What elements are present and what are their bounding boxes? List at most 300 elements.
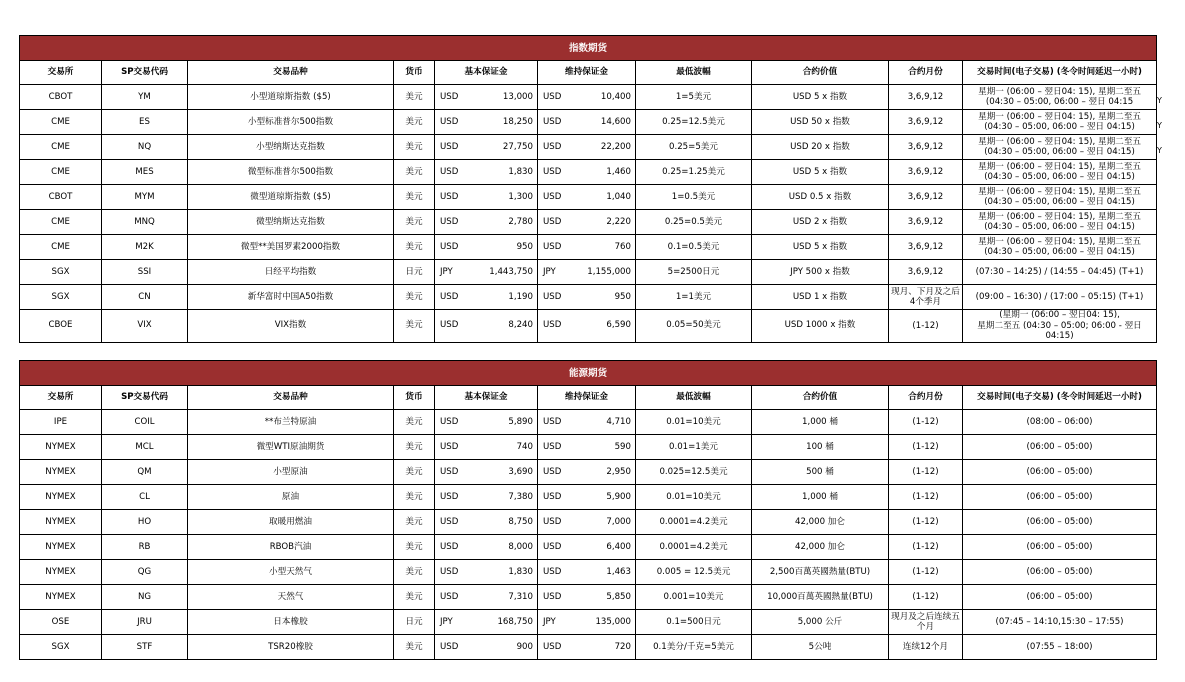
- trading-hours-line: 星期二至五 (04:30 – 05:00; 06:00 - 翌日04:15): [977, 320, 1142, 341]
- header-contract-value: 合约价值: [752, 386, 889, 410]
- cell-tick: 0.1=500日元: [636, 610, 752, 635]
- cell-tick: 0.25=1.25美元: [636, 160, 752, 185]
- cell-maintenance-margin-amount: 760: [580, 235, 636, 260]
- trading-hours-line: (04:30 – 05:00, 06:00 – 翌日 04:15): [984, 147, 1135, 157]
- trading-hours-line: (06:00 – 05:00): [1026, 541, 1093, 552]
- cell-base-margin-currency: USD: [435, 210, 477, 235]
- cell-maintenance-margin-currency: USD: [538, 410, 580, 435]
- cell-trading-hours: [963, 435, 1157, 460]
- cell-contract-months: (1-12): [889, 460, 963, 485]
- cell-trading-hours: [963, 410, 1157, 435]
- cell-tick: 0.001=10美元: [636, 585, 752, 610]
- cell-exchange: NYMEX: [20, 535, 102, 560]
- cell-trading-hours: [963, 185, 1157, 210]
- cell-base-margin-currency: JPY: [435, 260, 477, 285]
- table-row: [20, 485, 1157, 510]
- trading-hours-line: (07:30 – 14:25) / (14:55 – 04:45) (T+1): [975, 266, 1144, 277]
- cell-maintenance-margin-currency: USD: [538, 185, 580, 210]
- table-row: [20, 285, 1157, 310]
- cell-currency: 美元: [394, 235, 435, 260]
- cell-maintenance-margin-amount: 1,463: [580, 560, 636, 585]
- header-product: 交易品种: [188, 386, 394, 410]
- cell-base-margin-amount: 27,750: [477, 135, 538, 160]
- cell-trading-hours: [963, 485, 1157, 510]
- cell-sp-code: QG: [102, 560, 188, 585]
- cell-base-margin-currency: JPY: [435, 610, 477, 635]
- cell-trading-hours: [963, 285, 1157, 310]
- cell-contract-months: (1-12): [889, 535, 963, 560]
- cell-base-margin-amount: 1,443,750: [477, 260, 538, 285]
- trading-hours-line: (06:00 – 05:00): [1026, 566, 1093, 577]
- cell-currency: 日元: [394, 260, 435, 285]
- cell-exchange: CME: [20, 110, 102, 135]
- cell-contract-months: (1-12): [889, 510, 963, 535]
- table-row: [20, 435, 1157, 460]
- table-row: [20, 560, 1157, 585]
- header-exchange: 交易所: [20, 386, 102, 410]
- trading-hours-line: (04:30 – 05:00, 06:00 – 翌日 04:15): [984, 172, 1135, 182]
- cell-base-margin-amount: 900: [477, 635, 538, 660]
- cell-tick: 0.025=12.5美元: [636, 460, 752, 485]
- cell-exchange: NYMEX: [20, 485, 102, 510]
- cell-sp-code: MCL: [102, 435, 188, 460]
- cell-product: 小型道琼斯指数 ($5): [188, 85, 394, 110]
- cell-base-margin-currency: USD: [435, 485, 477, 510]
- cell-contract-months: (1-12): [889, 310, 963, 343]
- cell-product: 原油: [188, 485, 394, 510]
- cell-currency: 美元: [394, 210, 435, 235]
- table-row: [20, 235, 1157, 260]
- cell-base-margin-amount: 8,240: [477, 310, 538, 343]
- table-row: [20, 260, 1157, 285]
- trading-hours-line: (07:55 – 18:00): [1026, 641, 1093, 652]
- trading-hours-line: 星期一 (06:00 – 翌日04: 15), 星期二至五: [978, 161, 1141, 172]
- trading-hours-line: (07:45 – 14:10,15:30 – 17:55): [995, 616, 1124, 627]
- cell-maintenance-margin-currency: USD: [538, 585, 580, 610]
- cell-exchange: SGX: [20, 285, 102, 310]
- cell-tick: 1=1美元: [636, 285, 752, 310]
- cell-maintenance-margin-currency: USD: [538, 85, 580, 110]
- cell-base-margin-currency: USD: [435, 635, 477, 660]
- cell-contract-value: 42,000 加仑: [752, 535, 889, 560]
- cell-maintenance-margin-currency: USD: [538, 285, 580, 310]
- cell-trading-hours: [963, 585, 1157, 610]
- cell-exchange: CME: [20, 160, 102, 185]
- cell-tick: 1=5美元: [636, 85, 752, 110]
- cell-base-margin-amount: 1,830: [477, 560, 538, 585]
- cell-maintenance-margin-amount: 1,460: [580, 160, 636, 185]
- trading-hours-line: 星期一 (06:00 – 翌日04: 15), 星期二至五: [978, 136, 1141, 147]
- trading-hours-line: (06:00 – 05:00): [1026, 591, 1093, 602]
- cell-maintenance-margin-currency: USD: [538, 485, 580, 510]
- cell-maintenance-margin-currency: USD: [538, 110, 580, 135]
- cell-contract-value: 5,000 公斤: [752, 610, 889, 635]
- cell-product: 小型标准普尔500指数: [188, 110, 394, 135]
- cell-exchange: NYMEX: [20, 585, 102, 610]
- cell-sp-code: JRU: [102, 610, 188, 635]
- table-row: [20, 610, 1157, 635]
- cell-exchange: SGX: [20, 260, 102, 285]
- cell-trading-hours: [963, 235, 1157, 260]
- cell-tick: 0.01=10美元: [636, 485, 752, 510]
- index-futures-table: [19, 35, 1157, 343]
- cell-contract-months: (1-12): [889, 585, 963, 610]
- cell-currency: 美元: [394, 460, 435, 485]
- cell-maintenance-margin-amount: 950: [580, 285, 636, 310]
- trading-hours-line: 星期一 (06:00 – 翌日04: 15), 星期二至五: [978, 236, 1141, 247]
- cell-exchange: CBOT: [20, 185, 102, 210]
- cell-product: 取暖用燃油: [188, 510, 394, 535]
- cell-contract-months: 3,6,9,12: [889, 110, 963, 135]
- trading-hours-line: (08:00 – 06:00): [1026, 416, 1093, 427]
- cell-trading-hours: [963, 210, 1157, 235]
- cell-contract-value: USD 5 x 指数: [752, 235, 889, 260]
- cell-contract-value: USD 2 x 指数: [752, 210, 889, 235]
- cell-tick: 5=2500日元: [636, 260, 752, 285]
- cell-maintenance-margin-amount: 10,400: [580, 85, 636, 110]
- cell-base-margin-amount: 13,000: [477, 85, 538, 110]
- cell-maintenance-margin-amount: 7,000: [580, 510, 636, 535]
- cell-tick: 0.01=10美元: [636, 410, 752, 435]
- section-title: 指数期货: [20, 36, 1157, 61]
- header-base-margin: 基本保证金: [435, 61, 538, 85]
- cell-trading-hours: [963, 310, 1157, 343]
- header-sp-code: SP交易代码: [102, 61, 188, 85]
- cell-product: 新华富时中国A50指数: [188, 285, 394, 310]
- cell-contract-months: 3,6,9,12: [889, 235, 963, 260]
- cell-maintenance-margin-currency: USD: [538, 435, 580, 460]
- cell-trading-hours: [963, 110, 1157, 135]
- cell-tick: 0.1=0.5美元: [636, 235, 752, 260]
- header-tick: 最低波幅: [636, 386, 752, 410]
- cell-sp-code: HO: [102, 510, 188, 535]
- cell-currency: 美元: [394, 510, 435, 535]
- table-header-row: [20, 386, 1157, 410]
- cell-base-margin-currency: USD: [435, 510, 477, 535]
- cell-sp-code: NG: [102, 585, 188, 610]
- cell-base-margin-currency: USD: [435, 285, 477, 310]
- cell-currency: 美元: [394, 435, 435, 460]
- cell-currency: 美元: [394, 585, 435, 610]
- header-currency: 货币: [394, 61, 435, 85]
- cell-tick: 0.25=5美元: [636, 135, 752, 160]
- cell-sp-code: STF: [102, 635, 188, 660]
- header-sp-code: SP交易代码: [102, 386, 188, 410]
- stray-mark: Y: [1157, 146, 1162, 155]
- cell-trading-hours: [963, 635, 1157, 660]
- header-contract-value: 合约价值: [752, 61, 889, 85]
- cell-contract-value: USD 50 x 指数: [752, 110, 889, 135]
- header-maintenance-margin: 维持保证金: [538, 386, 636, 410]
- cell-contract-value: 1,000 桶: [752, 485, 889, 510]
- cell-contract-months: 现月及之后连续五个月: [889, 610, 963, 635]
- table-row: [20, 85, 1157, 110]
- cell-currency: 美元: [394, 535, 435, 560]
- cell-base-margin-currency: USD: [435, 435, 477, 460]
- cell-maintenance-margin-currency: JPY: [538, 260, 580, 285]
- trading-hours-line: (04:30 – 05:00, 06:00 – 翌日 04:15: [985, 97, 1134, 107]
- cell-maintenance-margin-amount: 6,400: [580, 535, 636, 560]
- trading-hours-line: (06:00 – 05:00): [1026, 441, 1093, 452]
- cell-exchange: NYMEX: [20, 510, 102, 535]
- cell-maintenance-margin-currency: JPY: [538, 610, 580, 635]
- cell-base-margin-amount: 8,750: [477, 510, 538, 535]
- cell-currency: 美元: [394, 110, 435, 135]
- cell-exchange: CME: [20, 210, 102, 235]
- cell-maintenance-margin-amount: 1,040: [580, 185, 636, 210]
- header-base-margin: 基本保证金: [435, 386, 538, 410]
- header-contract-months: 合约月份: [889, 61, 963, 85]
- trading-hours-line: (09:00 – 16:30) / (17:00 – 05:15) (T+1): [975, 291, 1144, 302]
- cell-contract-value: USD 1 x 指数: [752, 285, 889, 310]
- cell-base-margin-amount: 5,890: [477, 410, 538, 435]
- header-product: 交易品种: [188, 61, 394, 85]
- cell-tick: 0.0001=4.2美元: [636, 535, 752, 560]
- cell-contract-months: (1-12): [889, 435, 963, 460]
- cell-contract-value: USD 0.5 x 指数: [752, 185, 889, 210]
- cell-maintenance-margin-currency: USD: [538, 210, 580, 235]
- cell-base-margin-currency: USD: [435, 135, 477, 160]
- header-currency: 货币: [394, 386, 435, 410]
- trading-hours-line: (04:30 – 05:00, 06:00 – 翌日 04:15): [984, 197, 1135, 207]
- cell-tick: 1=0.5美元: [636, 185, 752, 210]
- cell-base-margin-amount: 7,380: [477, 485, 538, 510]
- table-row: [20, 210, 1157, 235]
- cell-sp-code: ES: [102, 110, 188, 135]
- cell-trading-hours: [963, 135, 1157, 160]
- cell-maintenance-margin-currency: USD: [538, 310, 580, 343]
- cell-base-margin-amount: 1,830: [477, 160, 538, 185]
- cell-product: 微型纳斯达克指数: [188, 210, 394, 235]
- cell-maintenance-margin-currency: USD: [538, 560, 580, 585]
- cell-product: 日本橡胶: [188, 610, 394, 635]
- cell-sp-code: CN: [102, 285, 188, 310]
- cell-currency: 美元: [394, 285, 435, 310]
- energy-futures-table: [19, 360, 1157, 660]
- header-maintenance-margin: 维持保证金: [538, 61, 636, 85]
- cell-maintenance-margin-amount: 5,900: [580, 485, 636, 510]
- cell-base-margin-amount: 7,310: [477, 585, 538, 610]
- cell-maintenance-margin-currency: USD: [538, 535, 580, 560]
- cell-product: **布兰特原油: [188, 410, 394, 435]
- cell-contract-months: 3,6,9,12: [889, 260, 963, 285]
- cell-maintenance-margin-amount: 590: [580, 435, 636, 460]
- cell-base-margin-currency: USD: [435, 235, 477, 260]
- trading-hours-line: 星期一 (06:00 – 翌日04: 15), 星期二至五: [978, 86, 1141, 97]
- table-row: [20, 410, 1157, 435]
- cell-base-margin-currency: USD: [435, 585, 477, 610]
- cell-product: 微型WTI原油期货: [188, 435, 394, 460]
- cell-tick: 0.005 = 12.5美元: [636, 560, 752, 585]
- cell-contract-value: 5公吨: [752, 635, 889, 660]
- table-row: [20, 110, 1157, 135]
- cell-base-margin-currency: USD: [435, 310, 477, 343]
- cell-contract-months: 3,6,9,12: [889, 160, 963, 185]
- table-row: [20, 510, 1157, 535]
- cell-currency: 美元: [394, 185, 435, 210]
- cell-contract-value: 42,000 加仑: [752, 510, 889, 535]
- cell-sp-code: SSI: [102, 260, 188, 285]
- cell-product: 小型天然气: [188, 560, 394, 585]
- cell-maintenance-margin-amount: 22,200: [580, 135, 636, 160]
- cell-contract-months: 连续12个月: [889, 635, 963, 660]
- cell-base-margin-amount: 18,250: [477, 110, 538, 135]
- table-row: [20, 585, 1157, 610]
- cell-exchange: CBOE: [20, 310, 102, 343]
- trading-hours-line: (04:30 – 05:00, 06:00 – 翌日 04:15): [984, 247, 1135, 257]
- cell-product: TSR20橡胶: [188, 635, 394, 660]
- cell-base-margin-amount: 1,190: [477, 285, 538, 310]
- cell-tick: 0.1美分/千克=5美元: [636, 635, 752, 660]
- cell-exchange: NYMEX: [20, 460, 102, 485]
- cell-base-margin-currency: USD: [435, 160, 477, 185]
- trading-hours-line: (06:00 – 05:00): [1026, 516, 1093, 527]
- cell-base-margin-currency: USD: [435, 460, 477, 485]
- cell-contract-months: 3,6,9,12: [889, 185, 963, 210]
- cell-currency: 美元: [394, 85, 435, 110]
- cell-exchange: CME: [20, 135, 102, 160]
- header-trading-hours: 交易时间(电子交易) (冬令时间延迟一小时): [963, 386, 1157, 410]
- cell-maintenance-margin-currency: USD: [538, 160, 580, 185]
- table-header-row: [20, 61, 1157, 85]
- cell-sp-code: MES: [102, 160, 188, 185]
- cell-trading-hours: [963, 535, 1157, 560]
- cell-maintenance-margin-amount: 6,590: [580, 310, 636, 343]
- cell-product: 微型**美国罗素2000指数: [188, 235, 394, 260]
- cell-tick: 0.0001=4.2美元: [636, 510, 752, 535]
- cell-maintenance-margin-amount: 2,220: [580, 210, 636, 235]
- cell-currency: 美元: [394, 310, 435, 343]
- cell-product: 小型原油: [188, 460, 394, 485]
- trading-hours-line: (04:30 – 05:00, 06:00 – 翌日 04:15): [984, 122, 1135, 132]
- stray-mark: Y: [1157, 121, 1162, 130]
- cell-contract-value: USD 20 x 指数: [752, 135, 889, 160]
- cell-product: 日经平均指数: [188, 260, 394, 285]
- cell-exchange: IPE: [20, 410, 102, 435]
- trading-hours-line: (星期一 (06:00 – 翌日04: 15),: [999, 310, 1120, 320]
- cell-maintenance-margin-currency: USD: [538, 135, 580, 160]
- cell-contract-months: 3,6,9,12: [889, 210, 963, 235]
- cell-tick: 0.25=0.5美元: [636, 210, 752, 235]
- cell-contract-months: (1-12): [889, 560, 963, 585]
- cell-trading-hours: [963, 460, 1157, 485]
- trading-hours-line: (06:00 – 05:00): [1026, 466, 1093, 477]
- table-row: [20, 160, 1157, 185]
- cell-product: 天然气: [188, 585, 394, 610]
- cell-currency: 美元: [394, 635, 435, 660]
- cell-base-margin-amount: 1,300: [477, 185, 538, 210]
- cell-base-margin-currency: USD: [435, 410, 477, 435]
- cell-sp-code: COIL: [102, 410, 188, 435]
- cell-sp-code: RB: [102, 535, 188, 560]
- stray-mark: Y: [1157, 96, 1162, 105]
- header-tick: 最低波幅: [636, 61, 752, 85]
- cell-contract-months: 3,6,9,12: [889, 85, 963, 110]
- cell-maintenance-margin-currency: USD: [538, 235, 580, 260]
- cell-sp-code: CL: [102, 485, 188, 510]
- cell-base-margin-currency: USD: [435, 535, 477, 560]
- section-title: 能源期货: [20, 361, 1157, 386]
- header-exchange: 交易所: [20, 61, 102, 85]
- cell-product: 微型标准普尔500指数: [188, 160, 394, 185]
- cell-base-margin-amount: 168,750: [477, 610, 538, 635]
- cell-sp-code: NQ: [102, 135, 188, 160]
- cell-maintenance-margin-amount: 4,710: [580, 410, 636, 435]
- trading-hours-line: 星期一 (06:00 – 翌日04: 15), 星期二至五: [978, 211, 1141, 222]
- cell-currency: 美元: [394, 160, 435, 185]
- cell-maintenance-margin-amount: 135,000: [580, 610, 636, 635]
- cell-product: 小型纳斯达克指数: [188, 135, 394, 160]
- cell-maintenance-margin-currency: USD: [538, 460, 580, 485]
- cell-contract-months: 现月、下月及之后4个季月: [889, 285, 963, 310]
- cell-sp-code: M2K: [102, 235, 188, 260]
- cell-maintenance-margin-amount: 2,950: [580, 460, 636, 485]
- table-row: [20, 135, 1157, 160]
- cell-base-margin-amount: 950: [477, 235, 538, 260]
- cell-contract-value: JPY 500 x 指数: [752, 260, 889, 285]
- table-row: [20, 535, 1157, 560]
- cell-exchange: SGX: [20, 635, 102, 660]
- cell-maintenance-margin-amount: 14,600: [580, 110, 636, 135]
- cell-exchange: NYMEX: [20, 435, 102, 460]
- cell-contract-value: USD 5 x 指数: [752, 160, 889, 185]
- cell-sp-code: MNQ: [102, 210, 188, 235]
- trading-hours-line: (04:30 – 05:00, 06:00 – 翌日 04:15): [984, 222, 1135, 232]
- cell-sp-code: YM: [102, 85, 188, 110]
- cell-currency: 美元: [394, 560, 435, 585]
- header-contract-months: 合约月份: [889, 386, 963, 410]
- cell-maintenance-margin-amount: 5,850: [580, 585, 636, 610]
- cell-trading-hours: [963, 160, 1157, 185]
- table-row: [20, 185, 1157, 210]
- cell-exchange: CBOT: [20, 85, 102, 110]
- cell-currency: 美元: [394, 135, 435, 160]
- cell-base-margin-currency: USD: [435, 85, 477, 110]
- cell-contract-months: (1-12): [889, 410, 963, 435]
- cell-trading-hours: [963, 260, 1157, 285]
- cell-contract-months: (1-12): [889, 485, 963, 510]
- cell-base-margin-currency: USD: [435, 560, 477, 585]
- header-trading-hours: 交易时间(电子交易) (冬令时间延迟一小时): [963, 61, 1157, 85]
- table-row: [20, 310, 1157, 343]
- cell-trading-hours: [963, 610, 1157, 635]
- trading-hours-line: (06:00 – 05:00): [1026, 491, 1093, 502]
- cell-maintenance-margin-currency: USD: [538, 635, 580, 660]
- cell-base-margin-amount: 3,690: [477, 460, 538, 485]
- cell-product: 微型道琼斯指数 ($5): [188, 185, 394, 210]
- cell-tick: 0.05=50美元: [636, 310, 752, 343]
- cell-exchange: OSE: [20, 610, 102, 635]
- cell-maintenance-margin-amount: 1,155,000: [580, 260, 636, 285]
- cell-contract-months: 3,6,9,12: [889, 135, 963, 160]
- cell-maintenance-margin-amount: 720: [580, 635, 636, 660]
- cell-base-margin-currency: USD: [435, 110, 477, 135]
- cell-product: VIX指数: [188, 310, 394, 343]
- cell-sp-code: QM: [102, 460, 188, 485]
- cell-contract-value: 500 桶: [752, 460, 889, 485]
- cell-currency: 日元: [394, 610, 435, 635]
- cell-trading-hours: [963, 510, 1157, 535]
- cell-contract-value: 100 桶: [752, 435, 889, 460]
- cell-base-margin-amount: 8,000: [477, 535, 538, 560]
- table-row: [20, 635, 1157, 660]
- cell-base-margin-amount: 740: [477, 435, 538, 460]
- cell-tick: 0.01=1美元: [636, 435, 752, 460]
- cell-currency: 美元: [394, 485, 435, 510]
- cell-contract-value: USD 5 x 指数: [752, 85, 889, 110]
- cell-exchange: NYMEX: [20, 560, 102, 585]
- cell-contract-value: 10,000百萬英國熱量(BTU): [752, 585, 889, 610]
